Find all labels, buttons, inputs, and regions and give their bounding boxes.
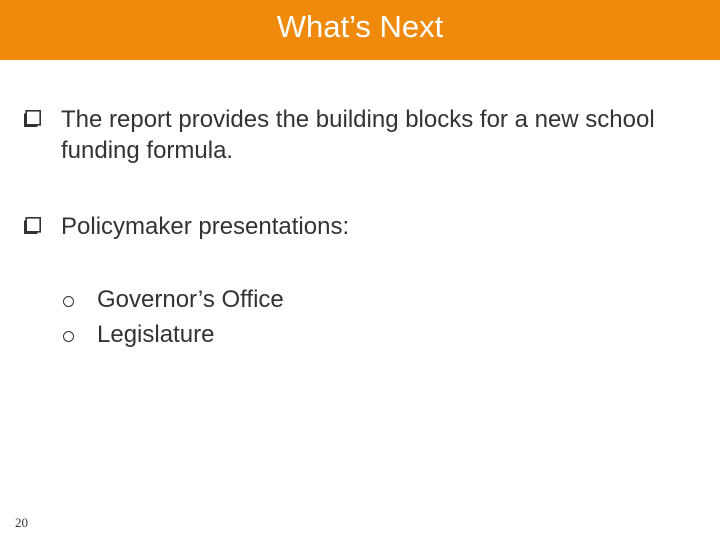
hollow-circle-icon (63, 331, 74, 342)
page-number: 20 (15, 515, 28, 530)
slide-title: What’s Next (276, 9, 444, 44)
hollow-circle-icon (63, 296, 74, 307)
bullet-item-presentations (24, 211, 684, 242)
bullet-item-report (24, 104, 684, 166)
sub-bullet-legislature (63, 319, 214, 350)
title-bar (0, 0, 720, 60)
checkbox-icon (24, 110, 41, 127)
bullet-text-presentations: Policymaker presentations: (61, 213, 350, 240)
sub-bullet-text: Legislature (97, 321, 215, 348)
bullet-text-report: The report provides the building blocks for a new school funding formula. (61, 106, 655, 164)
sub-bullet-governors-office (63, 284, 284, 315)
checkbox-icon (24, 217, 41, 234)
sub-bullet-text: Governor’s Office (97, 286, 284, 313)
